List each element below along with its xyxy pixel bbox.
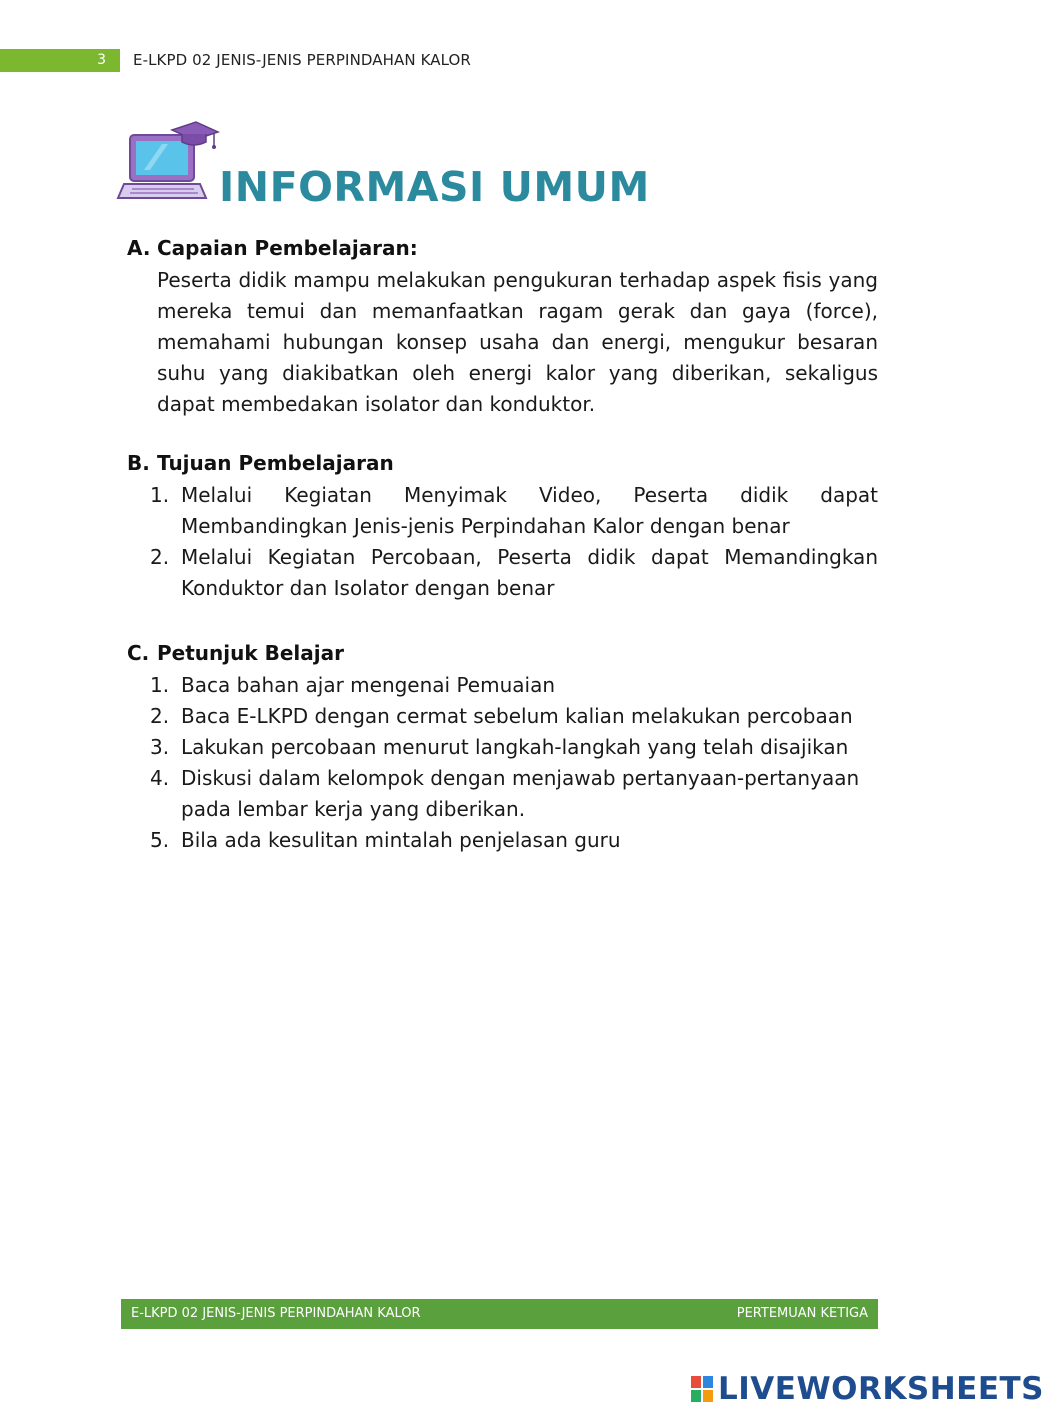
list-item-text: Diskusi dalam kelompok dengan menjawab pertanyaan-pertanyaan pada lembar kerja yang diberikan. xyxy=(181,766,860,821)
liveworksheets-watermark xyxy=(690,1371,1044,1407)
laptop-graduation-icon xyxy=(122,120,218,204)
list-item xyxy=(150,701,878,732)
section-b-letter: B. xyxy=(127,451,150,475)
list-item xyxy=(150,763,878,825)
section-a-body: Peserta didik mampu melakukan pengukuran terhadap aspek fisis yang mereka temui dan memanfaatkan ragam gerak dan gaya (force), memahami hubungan konsep usaha dan energi, mengukur besaran suhu yang diakibatkan oleh energi kalor yang diberikan, sekaligus dapat membedakan isolator dan konduktor. xyxy=(157,268,878,416)
list-item-number: 1. xyxy=(150,673,170,697)
list-item xyxy=(150,670,878,701)
list-item-text: Lakukan percobaan menurut langkah-langkah yang telah disajikan xyxy=(181,735,849,759)
section-c-title: Petunjuk Belajar xyxy=(157,641,344,665)
list-item-text: Melalui Kegiatan Menyimak Video, Peserta didik dapat Membandingkan Jenis-jenis Perpindahan Kalor dengan benar xyxy=(181,483,878,538)
list-item-number: 3. xyxy=(150,735,170,759)
list-item-text: Baca E-LKPD dengan cermat sebelum kalian melakukan percobaan xyxy=(181,704,853,728)
footer-doc-title: E-LKPD 02 JENIS-JENIS PERPINDAHAN KALOR xyxy=(131,1306,421,1321)
list-item xyxy=(150,480,878,542)
list-item-text: Bila ada kesulitan mintalah penjelasan guru xyxy=(181,828,621,852)
section-c-letter: C. xyxy=(127,641,150,665)
list-item-number: 1. xyxy=(150,483,170,507)
list-item-number: 2. xyxy=(150,545,170,569)
liveworksheets-logo-icon xyxy=(690,1375,714,1403)
section-c-list xyxy=(150,670,878,856)
list-item-number: 5. xyxy=(150,828,170,852)
list-item-text: Baca bahan ajar mengenai Pemuaian xyxy=(181,673,556,697)
section-b-heading xyxy=(127,448,394,479)
list-item xyxy=(150,542,878,604)
footer-meeting-label: PERTEMUAN KETIGA xyxy=(736,1306,868,1321)
section-c-heading xyxy=(127,638,344,669)
section-b-title: Tujuan Pembelajaran xyxy=(157,451,394,475)
header-doc-title: E-LKPD 02 JENIS-JENIS PERPINDAHAN KALOR xyxy=(133,51,471,69)
page-number: 3 xyxy=(0,49,120,72)
section-b-list xyxy=(150,480,878,604)
list-item-number: 4. xyxy=(150,766,170,790)
list-item-text: Melalui Kegiatan Percobaan, Peserta didik dapat Memandingkan Konduktor dan Isolator dengan benar xyxy=(181,545,878,600)
section-a-letter: A. xyxy=(127,236,151,260)
footer-bar xyxy=(121,1299,878,1329)
page-title: INFORMASI UMUM xyxy=(219,163,650,211)
list-item xyxy=(150,825,878,856)
list-item xyxy=(150,732,878,763)
watermark-text: LIVEWORKSHEETS xyxy=(718,1371,1044,1407)
list-item-number: 2. xyxy=(150,704,170,728)
section-a-heading xyxy=(127,233,418,264)
section-a-title: Capaian Pembelajaran: xyxy=(157,236,418,260)
